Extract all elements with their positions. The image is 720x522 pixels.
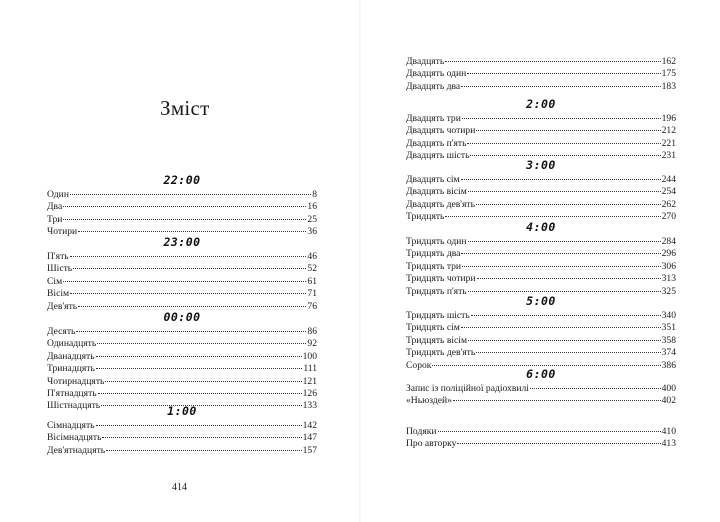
chapter-title: Двадцять сім bbox=[406, 174, 460, 185]
dot-leader bbox=[97, 343, 306, 344]
chapter-page-number: 8 bbox=[312, 189, 317, 200]
toc-section bbox=[406, 219, 676, 298]
toc-entry bbox=[406, 125, 676, 137]
chapter-title: Двадцять два bbox=[406, 80, 461, 92]
chapter-title: Тридцять шість bbox=[406, 310, 470, 321]
chapter-page-number: 374 bbox=[661, 347, 676, 359]
section-time-header: 22:00 bbox=[163, 173, 201, 187]
dot-leader bbox=[96, 356, 302, 357]
dot-leader bbox=[76, 331, 306, 332]
toc-section bbox=[47, 172, 317, 239]
chapter-title: Чотири bbox=[47, 226, 78, 238]
dot-leader bbox=[461, 179, 661, 180]
toc-entry bbox=[47, 388, 317, 400]
chapter-title: Тридцять п'ять bbox=[406, 285, 467, 297]
dot-leader bbox=[468, 241, 661, 242]
toc-entry bbox=[47, 251, 317, 263]
toc-entry bbox=[47, 432, 317, 444]
chapter-page-number: 71 bbox=[307, 288, 317, 300]
chapter-page-number: 157 bbox=[302, 444, 317, 456]
dot-leader bbox=[476, 130, 660, 131]
chapter-page-number: 175 bbox=[661, 68, 676, 80]
section-time-header: 00:00 bbox=[163, 310, 201, 324]
chapter-page-number: 221 bbox=[661, 137, 676, 149]
dot-leader bbox=[453, 400, 661, 401]
chapter-page-number: 244 bbox=[661, 174, 676, 185]
chapter-title: «Ньюздей» bbox=[406, 395, 452, 407]
dot-leader bbox=[468, 340, 661, 341]
dot-leader bbox=[467, 143, 660, 144]
chapter-page-number: 126 bbox=[302, 387, 317, 399]
chapter-title: Сім bbox=[47, 275, 63, 287]
dot-leader bbox=[98, 393, 302, 394]
dot-leader bbox=[63, 281, 306, 282]
dot-leader bbox=[461, 253, 660, 254]
toc-entry bbox=[47, 288, 317, 300]
chapter-title: Вісімнадцять bbox=[47, 432, 102, 444]
dot-leader bbox=[462, 118, 661, 119]
toc-entry bbox=[47, 376, 317, 388]
toc-entry bbox=[406, 68, 676, 80]
toc-entry bbox=[47, 276, 317, 288]
chapter-title: П'ятнадцять bbox=[47, 387, 97, 399]
right-page bbox=[360, 0, 720, 522]
toc-entry bbox=[406, 261, 676, 273]
toc-entry bbox=[47, 338, 317, 350]
toc-entry bbox=[406, 186, 676, 198]
dot-leader bbox=[445, 216, 660, 217]
dot-leader bbox=[102, 437, 301, 438]
chapter-title: Одинадцять bbox=[47, 338, 97, 350]
toc-entry bbox=[47, 363, 317, 375]
chapter-title: Шість bbox=[47, 263, 73, 275]
toc-section bbox=[406, 293, 676, 372]
chapter-title: Сімнадцять bbox=[47, 420, 95, 431]
section-time-header: 5:00 bbox=[526, 294, 556, 308]
toc-section bbox=[406, 426, 676, 451]
chapter-page-number: 402 bbox=[661, 395, 676, 407]
dot-leader bbox=[105, 381, 301, 382]
chapter-page-number: 86 bbox=[307, 326, 317, 337]
toc-entry bbox=[406, 426, 676, 438]
chapter-page-number: 386 bbox=[661, 359, 676, 371]
dot-leader bbox=[467, 73, 660, 74]
chapter-page-number: 413 bbox=[661, 438, 676, 450]
toc-section bbox=[406, 56, 676, 93]
dot-leader bbox=[78, 306, 306, 307]
toc-entry bbox=[47, 189, 317, 201]
chapter-title: Тринадцять bbox=[47, 363, 95, 375]
toc-entry bbox=[47, 420, 317, 432]
toc-entry bbox=[406, 438, 676, 450]
chapter-title: П'ять bbox=[47, 251, 69, 262]
chapter-page-number: 400 bbox=[661, 383, 676, 394]
chapter-title: Тридцять три bbox=[406, 260, 462, 272]
dot-leader bbox=[457, 443, 660, 444]
chapter-page-number: 358 bbox=[661, 334, 676, 346]
toc-section bbox=[406, 366, 676, 408]
toc-entry bbox=[47, 201, 317, 213]
toc-entry bbox=[406, 347, 676, 359]
section-time-header: 4:00 bbox=[526, 220, 556, 234]
chapter-title: Двадцять вісім bbox=[406, 186, 467, 198]
toc-entry bbox=[47, 445, 317, 457]
chapter-title: Шістнадцять bbox=[47, 400, 101, 412]
chapter-page-number: 121 bbox=[302, 375, 317, 387]
chapter-title: Дев'ять bbox=[47, 300, 78, 312]
chapter-page-number: 76 bbox=[307, 300, 317, 312]
page-number: 414 bbox=[172, 482, 187, 493]
dot-leader bbox=[70, 256, 307, 257]
dot-leader bbox=[63, 206, 306, 207]
chapter-title: Тридцять сім bbox=[406, 322, 460, 334]
chapter-page-number: 262 bbox=[661, 198, 676, 210]
chapter-page-number: 212 bbox=[661, 125, 676, 137]
chapter-page-number: 270 bbox=[661, 211, 676, 223]
chapter-title: Двадцять bbox=[406, 56, 445, 67]
chapter-title: Десять bbox=[47, 326, 76, 337]
chapter-title: Двадцять три bbox=[406, 113, 461, 124]
chapter-title: Запис із поліційної радіохвилі bbox=[406, 383, 529, 394]
chapter-page-number: 183 bbox=[661, 80, 676, 92]
chapter-title: Сорок bbox=[406, 359, 432, 371]
toc-entry bbox=[406, 322, 676, 334]
toc-entry bbox=[406, 56, 676, 68]
chapter-page-number: 36 bbox=[307, 226, 317, 238]
chapter-title: Вісім bbox=[47, 288, 70, 300]
dot-leader bbox=[438, 431, 661, 432]
chapter-page-number: 92 bbox=[307, 338, 317, 350]
chapter-page-number: 61 bbox=[307, 275, 317, 287]
toc-section bbox=[406, 157, 676, 224]
chapter-title: Дванадцять bbox=[47, 350, 95, 362]
dot-leader bbox=[70, 293, 306, 294]
section-time-header: 2:00 bbox=[526, 97, 556, 111]
chapter-title: Тридцять два bbox=[406, 248, 461, 260]
chapter-page-number: 52 bbox=[307, 263, 317, 275]
dot-leader bbox=[476, 204, 661, 205]
dot-leader bbox=[106, 450, 301, 451]
chapter-title: Два bbox=[47, 201, 63, 213]
chapter-title: Про авторку bbox=[406, 438, 457, 450]
dot-leader bbox=[63, 219, 306, 220]
dot-leader bbox=[70, 194, 311, 195]
toc-entry bbox=[47, 326, 317, 338]
chapter-title: Двадцять один bbox=[406, 68, 467, 80]
dot-leader bbox=[461, 327, 661, 328]
toc-entry bbox=[406, 113, 676, 125]
dot-leader bbox=[445, 61, 660, 62]
chapter-page-number: 100 bbox=[302, 350, 317, 362]
toc-entry bbox=[47, 214, 317, 226]
chapter-page-number: 254 bbox=[661, 186, 676, 198]
toc-entry bbox=[406, 199, 676, 211]
toc-entry bbox=[47, 351, 317, 363]
chapter-title: Двадцять чотири bbox=[406, 125, 476, 137]
dot-leader bbox=[471, 315, 661, 316]
chapter-page-number: 325 bbox=[661, 285, 676, 297]
toc-entry bbox=[406, 248, 676, 260]
chapter-title: Три bbox=[47, 213, 63, 225]
chapter-title: Двадцять п'ять bbox=[406, 137, 467, 149]
section-time-header: 1:00 bbox=[167, 404, 197, 418]
dot-leader bbox=[530, 388, 661, 389]
chapter-title: Двадцять дев'ять bbox=[406, 198, 475, 210]
chapter-page-number: 284 bbox=[661, 236, 676, 247]
toc-entry bbox=[406, 81, 676, 93]
toc-entry bbox=[406, 310, 676, 322]
chapter-page-number: 111 bbox=[303, 363, 317, 375]
chapter-page-number: 142 bbox=[302, 420, 317, 431]
toc-section bbox=[47, 234, 317, 313]
chapter-title: Один bbox=[47, 189, 69, 200]
chapter-page-number: 296 bbox=[661, 248, 676, 260]
chapter-page-number: 133 bbox=[302, 400, 317, 412]
toc-section bbox=[47, 309, 317, 413]
chapter-page-number: 306 bbox=[661, 260, 676, 272]
chapter-title: Подяки bbox=[406, 426, 437, 437]
toc-entry bbox=[406, 138, 676, 150]
chapter-page-number: 231 bbox=[661, 150, 676, 162]
chapter-page-number: 25 bbox=[307, 213, 317, 225]
dot-leader bbox=[477, 278, 661, 279]
dot-leader bbox=[78, 231, 306, 232]
toc-entry bbox=[406, 236, 676, 248]
dot-leader bbox=[461, 86, 660, 87]
dot-leader bbox=[462, 266, 661, 267]
toc-entry bbox=[406, 383, 676, 395]
chapter-page-number: 410 bbox=[661, 426, 676, 437]
chapter-page-number: 196 bbox=[661, 113, 676, 124]
chapter-page-number: 351 bbox=[661, 322, 676, 334]
section-time-header: 3:00 bbox=[526, 158, 556, 172]
dot-leader bbox=[96, 368, 302, 369]
toc-title: Зміст bbox=[160, 96, 210, 120]
chapter-title: Тридцять дев'ять bbox=[406, 347, 476, 359]
section-time-header: 6:00 bbox=[526, 367, 556, 381]
toc-section bbox=[47, 403, 317, 457]
section-time-header: 23:00 bbox=[163, 235, 201, 249]
chapter-page-number: 340 bbox=[661, 310, 676, 321]
dot-leader bbox=[96, 425, 302, 426]
chapter-page-number: 147 bbox=[302, 432, 317, 444]
chapter-title: Двадцять шість bbox=[406, 150, 470, 162]
chapter-page-number: 46 bbox=[307, 251, 317, 262]
toc-entry bbox=[406, 174, 676, 186]
dot-leader bbox=[73, 268, 306, 269]
toc-entry bbox=[406, 273, 676, 285]
chapter-page-number: 16 bbox=[307, 201, 317, 213]
dot-leader bbox=[476, 352, 660, 353]
chapter-title: Тридцять чотири bbox=[406, 273, 476, 285]
chapter-title: Тридцять bbox=[406, 211, 445, 223]
toc-entry bbox=[406, 335, 676, 347]
toc-entry bbox=[406, 395, 676, 407]
chapter-page-number: 162 bbox=[661, 56, 676, 67]
chapter-title: Дев'ятнадцять bbox=[47, 444, 106, 456]
chapter-title: Тридцять один bbox=[406, 236, 467, 247]
dot-leader bbox=[468, 291, 661, 292]
toc-section bbox=[406, 96, 676, 163]
toc-entry bbox=[47, 263, 317, 275]
dot-leader bbox=[468, 191, 661, 192]
chapter-title: Чотирнадцять bbox=[47, 375, 105, 387]
chapter-page-number: 313 bbox=[661, 273, 676, 285]
chapter-title: Тридцять вісім bbox=[406, 334, 468, 346]
